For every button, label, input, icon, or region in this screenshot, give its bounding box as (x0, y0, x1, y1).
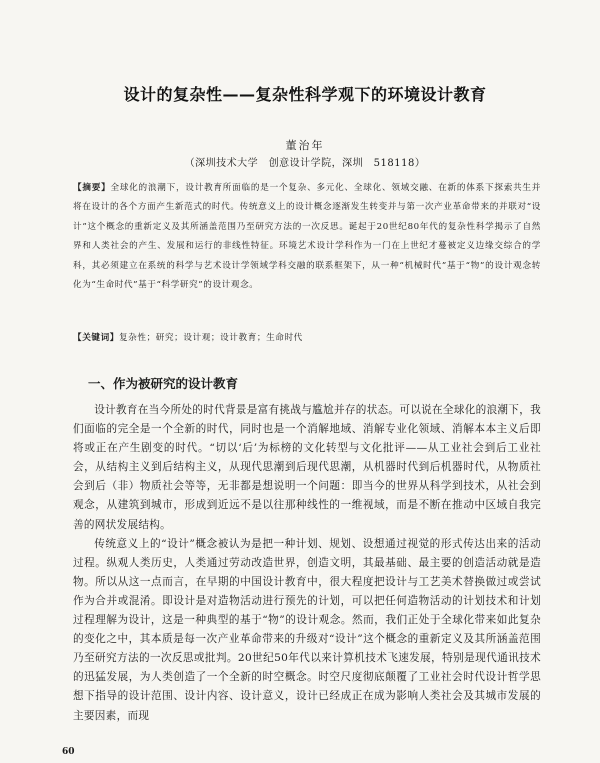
paragraph: 设计教育在当今所处的时代背景是富有挑战与尴尬并存的状态。可以说在全球化的浪潮下，我们面临的完全是一个全新的时代，同时也是一个消解地域、消解专业化领域、消解本本主义后即将或正在产生剧变的时代。“切以‘后’为标榜的文化转型与文化批评——从工业社会到后工业社会，从结构主义到后结构主义，从现代思潮到后现代思潮，从机器时代到后机器时代，从物质社会到后（非）物质社会等等，无非都是想说明一个问题：即当今的世界从科学到技术，从社会到观念，从建筑到城市，形成到近远不是以往那种线性的一维视域，而是不断在推动中区域自我完善的网状发展结构。 (73, 404, 541, 531)
keywords-label: 【关键词】 (73, 333, 119, 343)
section-heading: 一、作为被研究的设计教育 (88, 376, 239, 391)
keywords-text: 复杂性；研究；设计观；设计教育；生命时代 (118, 333, 303, 343)
abstract (73, 179, 541, 295)
page-number: 60 (62, 747, 75, 757)
abstract-text: 全球化的浪潮下，设计教育所面临的是一个复杂、多元化、全球化、领域交融、在新的体系下探索共生并将在设计的各个方面产生新范式的时代。传统意义上的设计概念逐渐发生转变并与第一次产业革命带来的并联对“设计”这个概念的重新定义及其所涵盖范围乃至研究方法的一次反思。诞起于20世纪80年代的复杂性科学揭示了自然界和人类社会的产生、发展和运行的非线性特征。环境艺术设计学科作为一门在上世纪才蔓被定义边缘交综合的学科，其必须建立在系统的科学与艺术设计学领域学科交融的联系框架下，从一种“机械时代”基于“物”的设计观念转化为“生命时代”基于“科学研究”的设计观念。 (73, 183, 541, 291)
abstract-label: 【摘要】 (73, 183, 111, 193)
paper-title: 设计的复杂性——复杂性科学观下的环境设计教育 (123, 85, 487, 104)
paragraph: 传统意义上的“设计”概念被认为是把一种计划、规划、设想通过视觉的形式传达出来的活动过程。纵观人类历史，人类通过劳动改造世界，创造文明，其最基础、最主要的创造活动就是造物。所以从这一点而言，在早期的中国设计教育中，很大程度把设计与工艺美术替换做过或尝试作为合并或混淆。即设计是对造物活动进行预先的计划，可以把任何造物活动的计划技术和计划过程理解为设计，这是一种典型的基于“物”的设计观念。然而，我们正处于全球化带来如此复杂的变化之中，其本质是每一次产业革命带来的升级对“设计”这个概念的重新定义及其所涵盖范围乃至研究方法的一次反思或批判。20世纪50年代以来计算机技术飞速发展，特别是现代通讯技术的迅猛发展，为人类创造了一个全新的时空概念。时空尺度彻底颠覆了工业社会时代设计哲学思想下指导的设计范围、设计内容、设计意义，设计已经成正在成为影响人类社会及其城市发展的主要因素，而现 (73, 537, 541, 722)
keywords (73, 331, 541, 343)
author-affiliation: （深圳技术大学 创意设计学院，深圳 518118） (184, 158, 426, 169)
author-name: 董治年 (285, 139, 325, 152)
body-text (73, 401, 541, 726)
